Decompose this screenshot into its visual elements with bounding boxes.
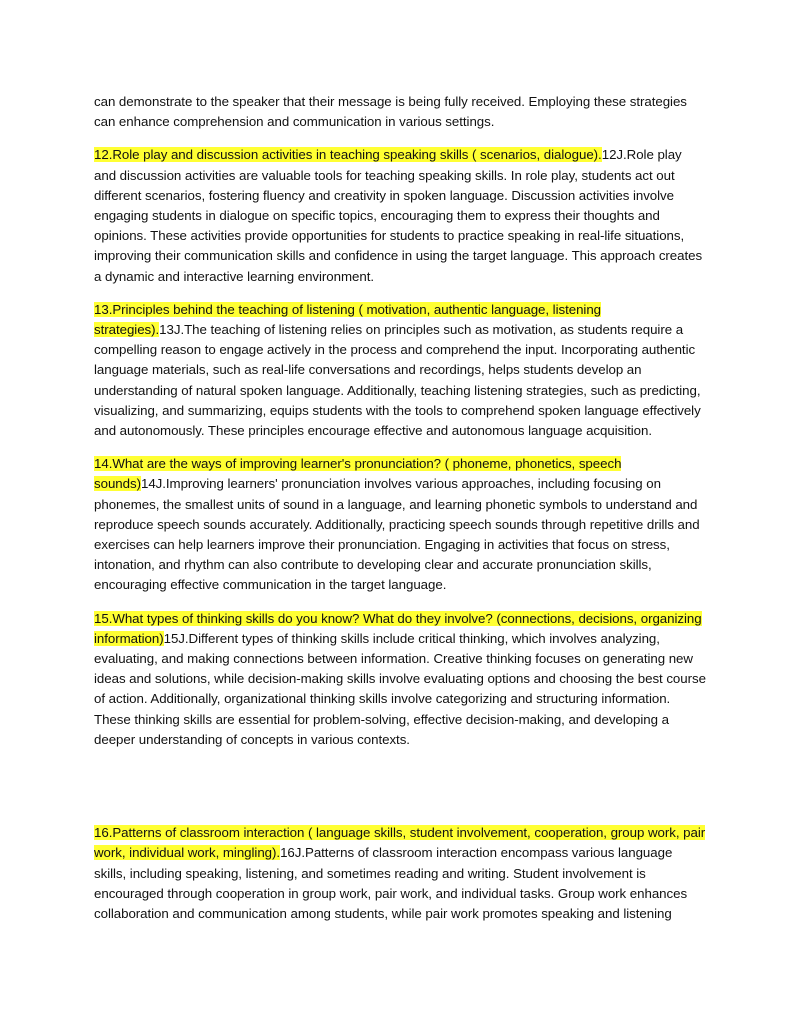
paragraph-q15 [94,609,706,750]
question-13-highlight: 13.Principles behind the teaching of listening ( motivation, authentic language, listening strategies). [94,301,602,338]
paragraph-q13 [94,300,706,441]
answer-15-text: 15J.Different types of thinking skills include critical thinking, which involves analyzing, evaluating, and making connections between information. Creative thinking focuses on generating new ideas and solutions, while decision-making skills involve evaluating options and choosing the best course of action. Additionally, organizational thinking skills involve categorizing and structuring information. These thinking skills are essential for problem-solving, effective decision-making, and developing a deeper understanding of concepts in various contexts. [94,630,706,747]
answer-16-text: 16J.Patterns of classroom interaction encompass various language skills, including speaking, listening, and sometimes reading and writing. Student involvement is encouraged through cooperation in group work, pair work, and individual tasks. Group work enhances collaboration and communication among students, while pair work promotes speaking and listening [94,845,688,921]
answer-14-text: 14J.Improving learners' pronunciation involves various approaches, including focusing on phonemes, the smallest units of sound in a language, and learning phonetic symbols to understand and reproduce speech sounds accurately. Additionally, practicing speech sounds through repetitive drills and exercises can help learners improve their pronunciation. Engaging in activities that focus on stress, intonation, and rhythm can also contribute to developing clear and accurate pronunciation skills, encouraging effective communication in the target language. [94,476,700,593]
paragraph-q14 [94,454,706,595]
question-12-highlight: 12.Role play and discussion activities in teaching speaking skills ( scenarios, dialogue). [94,147,602,163]
question-16-highlight: 16.Patterns of classroom interaction ( language skills, student involvement, cooperation, group work, pair work, individual work, mingling). [94,825,706,861]
paragraph-q12 [94,145,706,286]
answer-text: can demonstrate to the speaker that their message is being fully received. Employing these strategies can enhance comprehension and communication in various settings. [94,94,687,130]
question-14-highlight: 14.What are the ways of improving learner's pronunciation? ( phoneme, phonetics, speech sounds) [94,456,622,492]
answer-13-text: 13J.The teaching of listening relies on principles such as motivation, as students require a compelling reason to engage actively in the process and comprehend the input. Incorporating authentic language materials, such as real-life conversations and recordings, helps students develop an understanding of natural spoken language. Additionally, teaching listening strategies, such as predicting, visualizing, and summarizing, equips students with the tools to comprehend spoken language effectively and autonomously. These principles encourage effective and autonomous language acquisition. [94,322,701,439]
paragraph-q16 [94,823,706,924]
blank-space [94,763,706,823]
paragraph-continuation [94,92,706,132]
question-15-highlight: 15.What types of thinking skills do you know? What do they involve? (connections, decisions, organizing information) [94,610,702,646]
answer-12-text: 12J.Role play and discussion activities are valuable tools for teaching speaking skills. In role play, students act out different scenarios, fostering fluency and creativity in spoken language. Discussion activities involve engaging students in dialogue on specific topics, encouraging them to express their thoughts and opinions. These activities provide opportunities for students to practice speaking in real-life situations, improving their communication skills and confidence in using the target language. This approach creates a dynamic and interactive learning environment. [94,147,703,284]
